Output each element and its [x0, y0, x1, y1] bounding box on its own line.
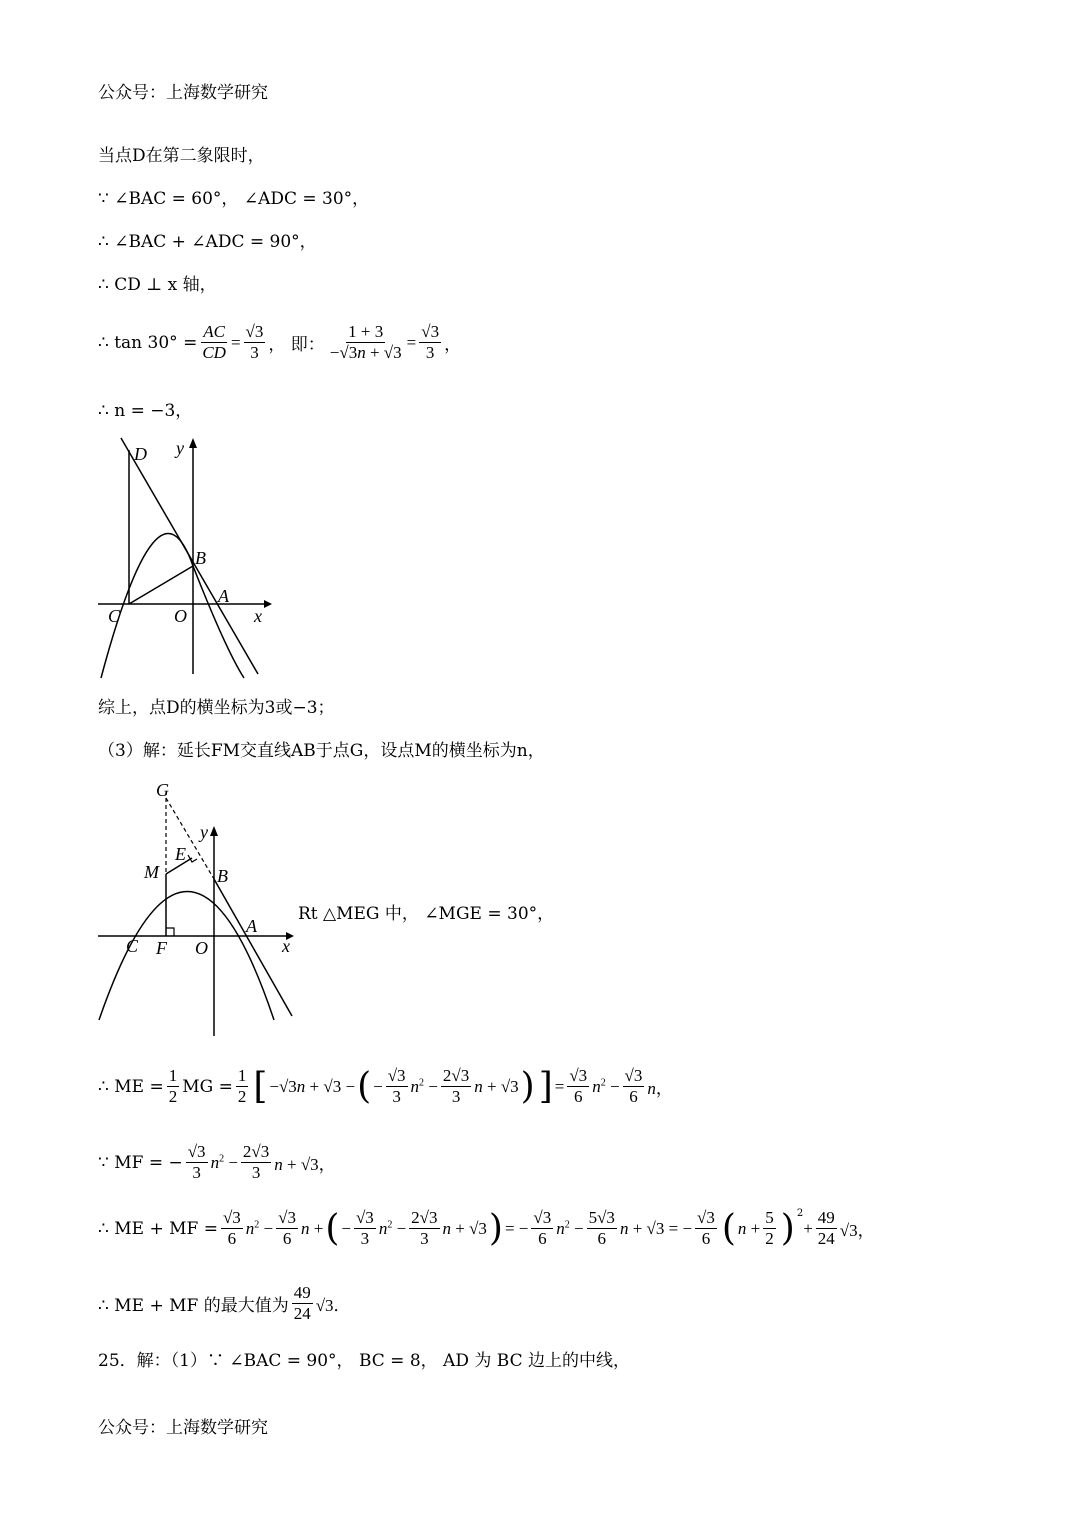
label-a: A: [246, 916, 257, 936]
y-axis-arrow: [210, 826, 218, 836]
label-m: M: [144, 862, 159, 882]
text-line-quadrant: 当点D在第二象限时，: [98, 146, 265, 166]
label-y: y: [176, 438, 184, 458]
label-g: G: [156, 780, 169, 800]
sum-prefix: ∴ ME + MF =: [98, 1218, 218, 1239]
equation-me: ∴ ME = $\frac{1}{2}$ MG = $\frac{1}{2}$ [ −√3n + √3 − ( − $\frac{√3}{3}$ $n^2$ − $\frac{2√3}{3}$ n + √3 ) ] = $\frac{√3}{6}$ $n^2$ − $\frac{√3}{6}$ n，: [98, 1065, 673, 1107]
label-f: F: [156, 938, 167, 958]
equation-tan30: ∴ tan 30° = $\frac{AC}{CD}$ = $\frac{√3}{3}$ ， 即： $\frac{1 + 3}{-√3n + √3}$ = $\frac{√3}{3}$ ，: [98, 322, 462, 363]
equation-me-plus-mf: ∴ ME + MF = $\frac{√3}{6}$ $n^2$ − $\frac{√3}{6}$ n + ( − $\frac{√3}{3}$ $n^2$ − $\frac{2√3}{3}$ n + √3 ) = − $\frac{√3}{6}$ $n^2$ − $\frac{5√3}{6}$ n + √3 = − $\frac{√3}{6}$ ( n + $\frac{5}{2}$ ) $^2$ + $\frac{49}{24}$ √3，: [98, 1207, 875, 1249]
label-c: C: [108, 606, 121, 626]
label-x: x: [282, 936, 290, 956]
ie-text: ， 即：: [268, 335, 325, 356]
fraction-sqrt3-3: $\frac{√3}{3}$: [245, 322, 264, 363]
equation-max-value: ∴ ME + MF 的最大值为 $\frac{49}{24}$ √3．: [98, 1283, 351, 1324]
fraction-sqrt3-3-b: $\frac{√3}{3}$: [421, 322, 440, 363]
right-angle-f: [166, 928, 174, 936]
mf-prefix: ∵ MF = −: [98, 1152, 183, 1173]
tan-prefix: ∴ tan 30° =: [98, 332, 198, 353]
text-line-summary: 综上，点D的横坐标为3或−3；: [98, 698, 335, 718]
page-footer: 公众号：上海数学研究: [98, 1418, 268, 1438]
label-e: E: [175, 844, 186, 864]
page-header: 公众号：上海数学研究: [98, 83, 268, 103]
max-prefix: ∴ ME + MF 的最大值为: [98, 1296, 289, 1317]
label-y: y: [200, 822, 208, 842]
x-axis-arrow: [264, 600, 272, 608]
label-o: O: [174, 606, 187, 626]
segment-cb: [129, 566, 193, 604]
equation-mf: ∵ MF = − $\frac{√3}{3}$ $n^2$ − $\frac{2√3}{3}$ n + √3，: [98, 1142, 336, 1183]
label-d: D: [134, 444, 147, 464]
label-x: x: [254, 606, 262, 626]
label-a: A: [218, 586, 229, 606]
text-line-n-value: ∴ n = −3，: [98, 401, 193, 421]
y-axis-arrow: [189, 438, 197, 448]
label-o: O: [195, 938, 208, 958]
line-dba: [121, 438, 258, 674]
figure-part3: [96, 778, 296, 1040]
text-line-q25: 25．解：（1）∵ ∠BAC = 90°， BC = 8， AD 为 BC 边上的中线，: [98, 1351, 630, 1371]
text-line-part3: （3）解：延长FM交直线AB于点G，设点M的横坐标为n，: [98, 741, 545, 761]
right-angle-e: [188, 855, 197, 862]
fraction-ac-cd: $\frac{AC}{CD}$: [202, 322, 226, 363]
label-b: B: [217, 866, 228, 886]
text-line-angle-sum: ∴ ∠BAC + ∠ADC = 90°，: [98, 232, 317, 252]
text-line-rt-triangle: Rt △MEG 中， ∠MGE = 30°，: [298, 904, 555, 924]
label-b: B: [195, 548, 206, 568]
mg-text: MG =: [182, 1076, 233, 1097]
fraction-n-equation: $\frac{1 + 3}{-√3n + √3}$: [329, 322, 402, 363]
label-c: C: [126, 936, 139, 956]
line-ab: [214, 879, 292, 1016]
me-prefix: ∴ ME =: [98, 1076, 164, 1097]
text-line-given-angles: ∵ ∠BAC = 60°， ∠ADC = 30°，: [98, 189, 370, 209]
text-line-perpendicular: ∴ CD ⊥ x 轴，: [98, 275, 217, 295]
figure-quadrant-two: [96, 430, 276, 680]
